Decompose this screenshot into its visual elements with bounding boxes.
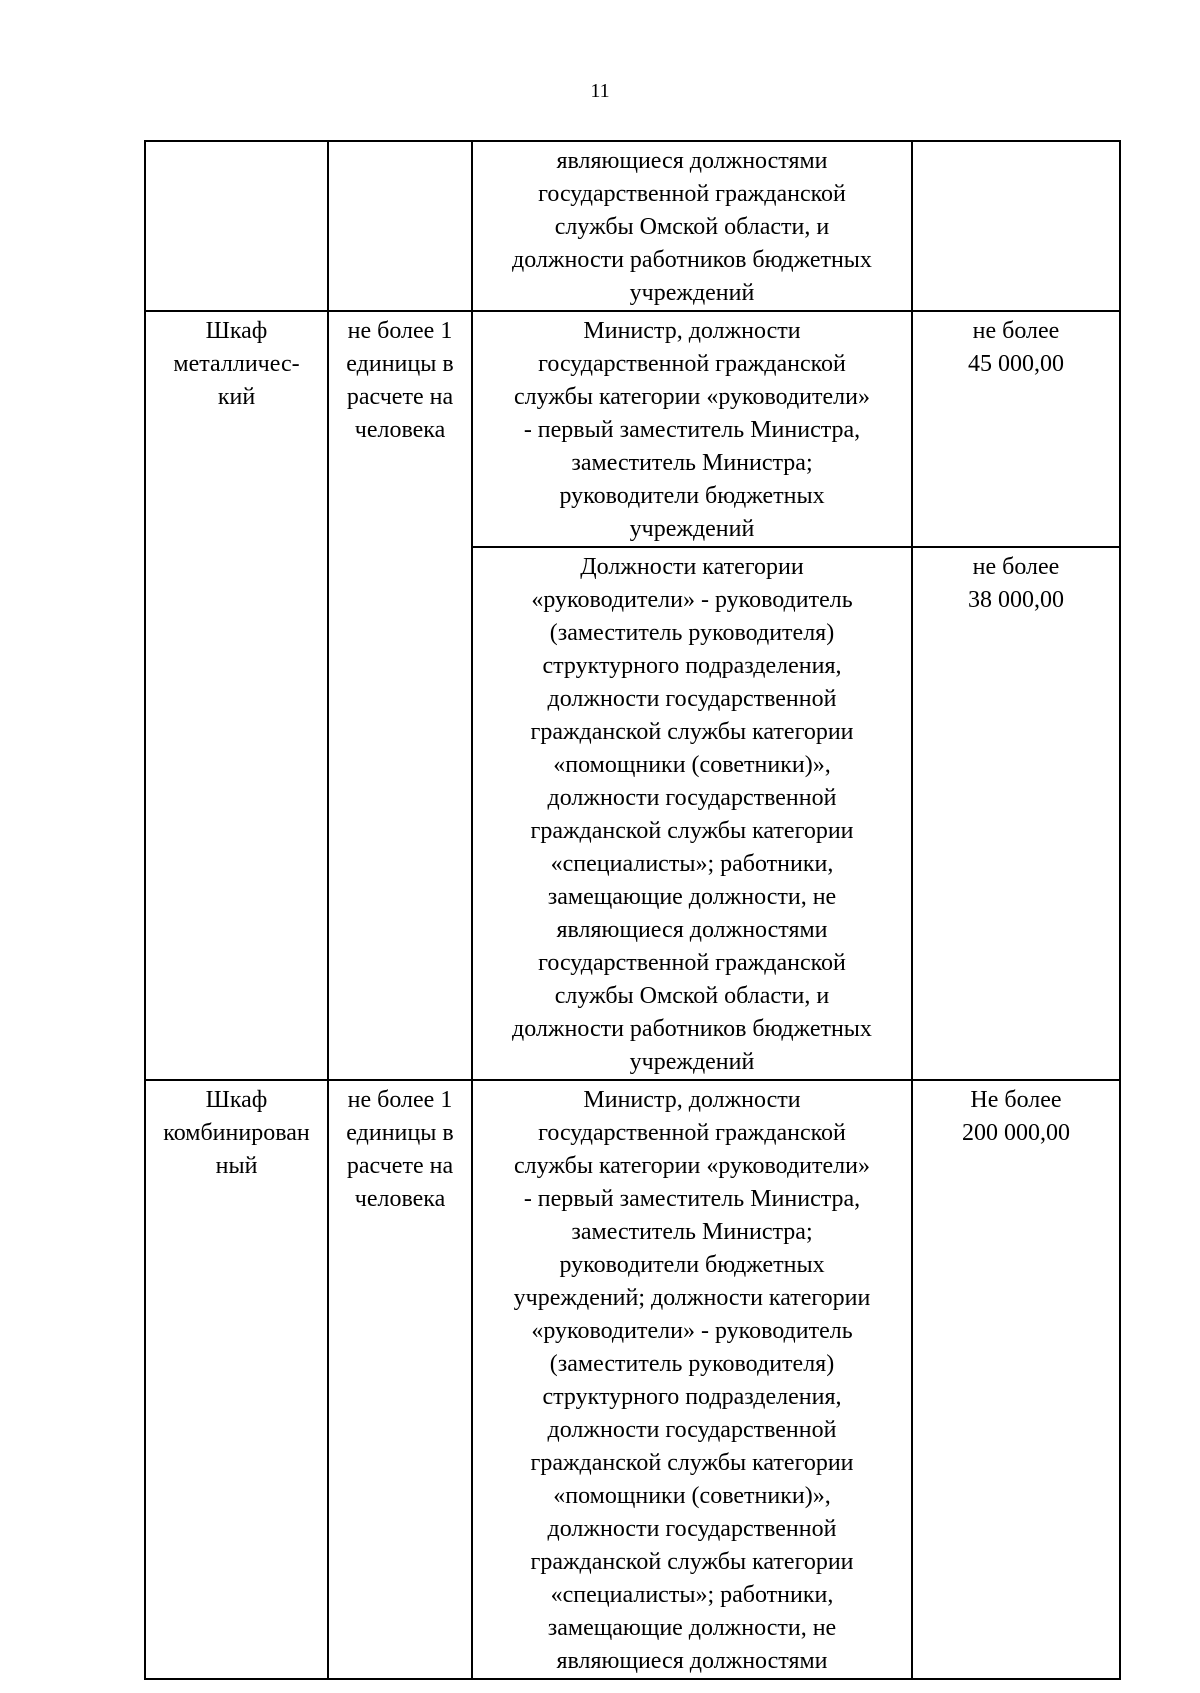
price-cell: Не более 200 000,00 [912,1080,1120,1679]
norm-cell: не более 1 единицы в расчете на человека [328,1080,472,1679]
price-cell [912,141,1120,311]
page-number: 11 [590,80,610,102]
norms-table [144,140,1121,1680]
positions-cell: Министр, должности государственной гражданской службы категории «руководители» - первый заместитель Министра, заместитель Министра; руководители бюджетных учреждений [472,311,912,547]
positions-cell: Должности категории «руководители» - руководитель (заместитель руководителя) структурного подразделения, должности государственной гражданской службы категории «помощники (советники)», должности государственной гражданской службы категории «специалисты»; работники, замещающие должности, не являющиеся должностями государственной гражданской службы Омской области, и должности работников бюджетных учреждений [472,547,912,1080]
item-cell [145,141,328,311]
price-cell: не более 38 000,00 [912,547,1120,1080]
positions-cell: Министр, должности государственной гражданской службы категории «руководители» - первый заместитель Министра, заместитель Министра; руководители бюджетных учреждений; должности категории «руководители» - руководитель (заместитель руководителя) структурного подразделения, должности государственной гражданской службы категории «помощники (советники)», должности государственной гражданской службы категории «специалисты»; работники, замещающие должности, не являющиеся должностями [472,1080,912,1679]
table-row [145,311,1120,547]
price-cell: не более 45 000,00 [912,311,1120,547]
norm-cell: не более 1 единицы в расчете на человека [328,311,472,1080]
norm-cell [328,141,472,311]
table-row [145,141,1120,311]
item-cell: Шкаф комбинирован ный [145,1080,328,1679]
positions-cell: являющиеся должностями государственной гражданской службы Омской области, и должности работников бюджетных учреждений [472,141,912,311]
item-cell: Шкаф металличес- кий [145,311,328,1080]
table-row [145,1080,1120,1679]
